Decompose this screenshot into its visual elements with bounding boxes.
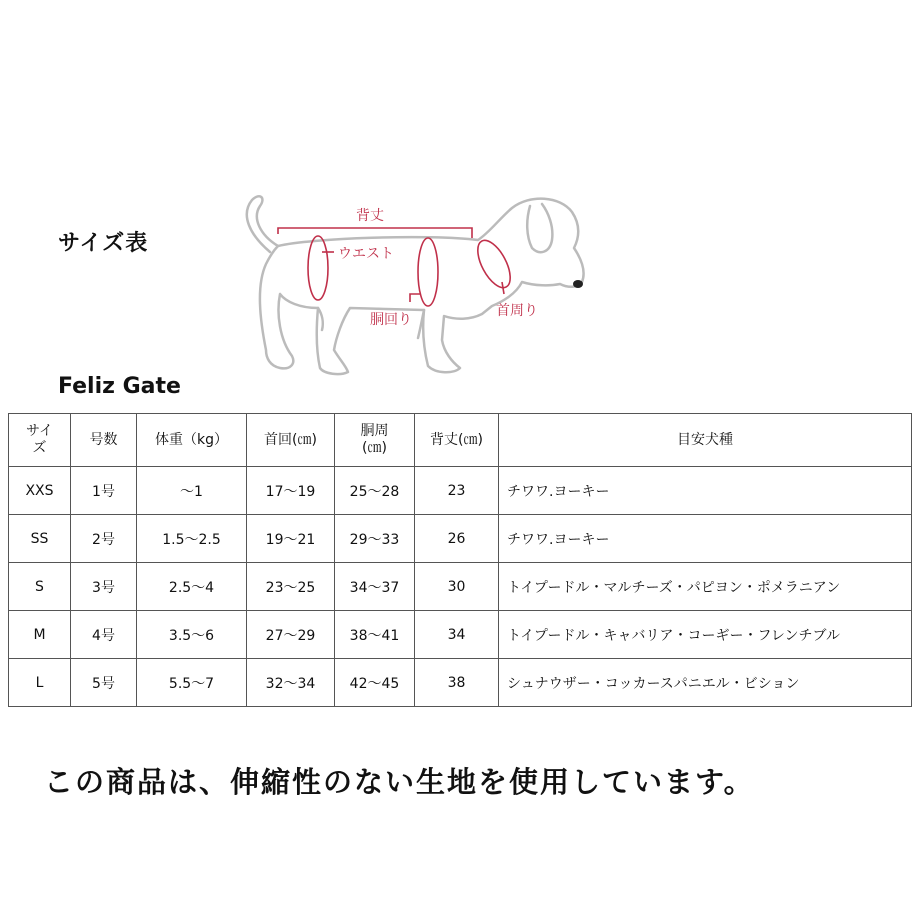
cell-chest: 34〜37 xyxy=(335,563,415,611)
cell-breeds: トイプードル・マルチーズ・パピヨン・ポメラニアン xyxy=(499,563,912,611)
cell-breeds: チワワ.ヨーキー xyxy=(499,515,912,563)
cell-chest: 38〜41 xyxy=(335,611,415,659)
cell-size: XXS xyxy=(9,467,71,515)
cell-chest: 42〜45 xyxy=(335,659,415,707)
table-row xyxy=(9,467,912,515)
cell-weight: 〜1 xyxy=(137,467,247,515)
table-row xyxy=(9,515,912,563)
header-chest: 胴周(㎝) xyxy=(335,414,415,467)
size-chart-title: サイズ表 xyxy=(58,231,149,256)
table-row xyxy=(9,563,912,611)
cell-neck: 27〜29 xyxy=(247,611,335,659)
cell-breeds: トイプードル・キャバリア・コーギー・フレンチブル xyxy=(499,611,912,659)
table-row xyxy=(9,611,912,659)
cell-chest: 29〜33 xyxy=(335,515,415,563)
cell-weight: 2.5〜4 xyxy=(137,563,247,611)
label-chest-girth: 胴回り xyxy=(370,312,412,328)
cell-back: 34 xyxy=(415,611,499,659)
cell-chest: 25〜28 xyxy=(335,467,415,515)
cell-neck: 32〜34 xyxy=(247,659,335,707)
cell-back: 23 xyxy=(415,467,499,515)
header-breeds: 目安犬種 xyxy=(499,414,912,467)
cell-weight: 1.5〜2.5 xyxy=(137,515,247,563)
cell-breeds: シュナウザー・コッカースパニエル・ビション xyxy=(499,659,912,707)
cell-neck: 19〜21 xyxy=(247,515,335,563)
table-row xyxy=(9,659,912,707)
cell-size: L xyxy=(9,659,71,707)
cell-weight: 3.5〜6 xyxy=(137,611,247,659)
header-weight: 体重（kg） xyxy=(137,414,247,467)
cell-number: 5号 xyxy=(71,659,137,707)
cell-number: 4号 xyxy=(71,611,137,659)
cell-size: S xyxy=(9,563,71,611)
header-back: 背丈(㎝) xyxy=(415,414,499,467)
cell-back: 30 xyxy=(415,563,499,611)
cell-number: 3号 xyxy=(71,563,137,611)
cell-neck: 23〜25 xyxy=(247,563,335,611)
label-back-length: 背丈 xyxy=(356,208,384,224)
table-header-row xyxy=(9,414,912,467)
brand-name: Feliz Gate xyxy=(58,374,181,399)
cell-size: M xyxy=(9,611,71,659)
cell-number: 2号 xyxy=(71,515,137,563)
fabric-notice: この商品は、伸縮性のない生地を使用しています。 xyxy=(44,765,755,799)
dog-measurement-diagram xyxy=(230,190,610,380)
cell-breeds: チワワ.ヨーキー xyxy=(499,467,912,515)
label-neck-girth: 首周り xyxy=(496,303,538,319)
cell-size: SS xyxy=(9,515,71,563)
cell-back: 38 xyxy=(415,659,499,707)
label-waist: ウエスト xyxy=(338,246,394,262)
header-number: 号数 xyxy=(71,414,137,467)
cell-back: 26 xyxy=(415,515,499,563)
cell-neck: 17〜19 xyxy=(247,467,335,515)
cell-number: 1号 xyxy=(71,467,137,515)
size-table xyxy=(8,413,912,707)
cell-weight: 5.5〜7 xyxy=(137,659,247,707)
header-neck: 首回(㎝) xyxy=(247,414,335,467)
header-size: サイズ xyxy=(9,414,71,467)
